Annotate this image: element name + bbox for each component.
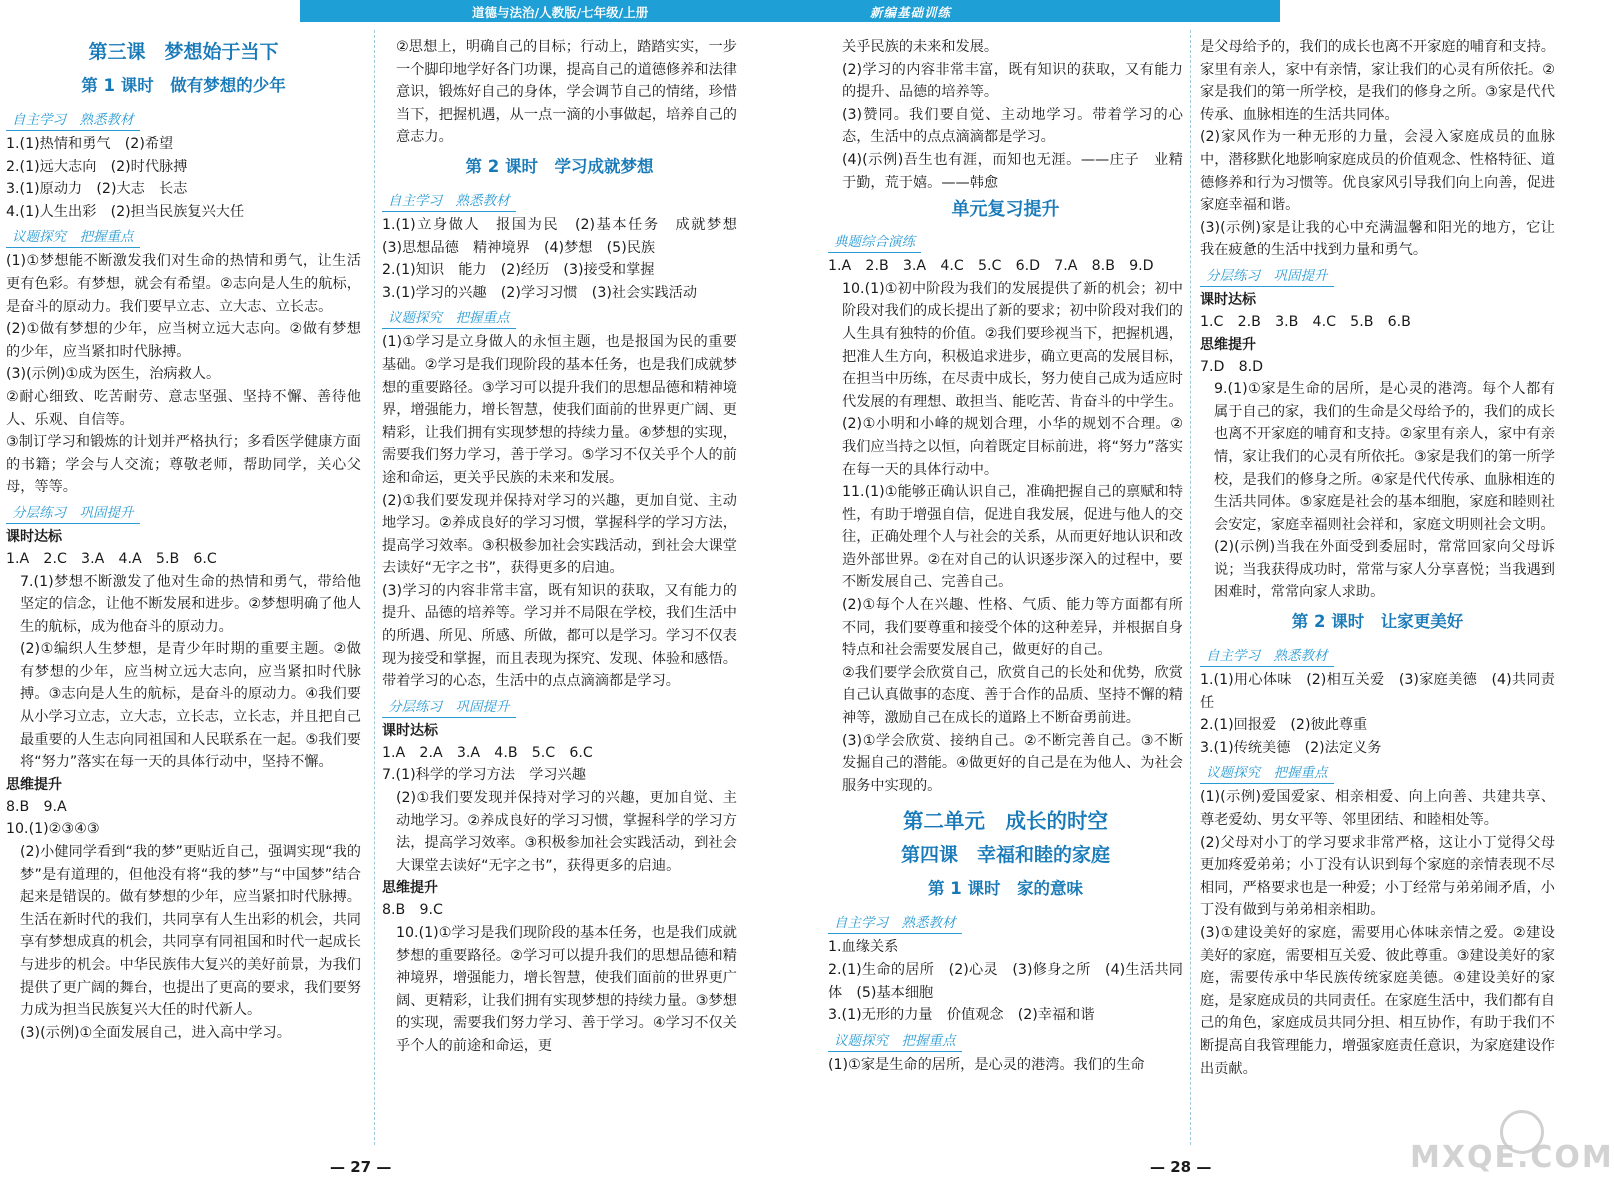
section-tag: 分层练习 巩固提升 [1200,266,1334,287]
answer-line: 1.(1)用心体味 (2)相互关爱 (3)家庭美德 (4)共同责任 [1200,672,1555,711]
page-number-left: — 27 — [330,1158,392,1176]
period-title: 第 2 课时 学习成就梦想 [465,156,654,176]
answer-line: 2.(1)远大志向 (2)时代脉搏 [6,158,188,175]
answer-line: 3.(1)原动力 (2)大志 长志 [6,181,188,198]
answer-paragraph: (2)学习的内容非常丰富，既有知识的获取，又有能力的提升、品德的培养等。 [842,61,1183,101]
subheading: 思维提升 [1200,336,1256,353]
answer-paragraph: (1)①学习是立身做人的永恒主题，也是报国为民的重要基础。②学习是我们现阶段的基本任务，也是我们成就梦想的重要路径。③学习可以提升我们的思想品德和精神境界，增强能力，增长智慧，使我们面前的世界更广阔、更精彩，让我们拥有实现梦想的持续力量。④梦想的实现，需要我们努力学习，善于学习。⑤学习不仅关乎个人的前途和命运，更关乎民族的未来和发展。 [382,334,737,486]
column-divider [1190,30,1191,1145]
column-3 [828,36,1183,1161]
answer-line: 1.C 2.B 3.B 4.C 5.B 6.B [1200,313,1411,330]
answer-paragraph: (2)(示例)当我在外面受到委屈时，常常回家向父母诉说；当我获得成功时，常常与家人分享喜悦；当我遇到困难时，常常向家人求助。 [1214,539,1555,601]
answer-line: 1.血缘关系 [828,939,899,956]
unit-title: 第二单元 成长的时空 [903,809,1108,834]
review-title: 单元复习提升 [951,199,1060,221]
answer-paragraph: 关乎民族的未来和发展。 [842,39,999,55]
header-bar-right [800,0,1280,22]
answer-line: 2.(1)回报爱 (2)彼此尊重 [1200,717,1368,734]
answer-line: 7.D 8.D [1200,358,1264,375]
answer-line: 1.A 2.C 3.A 4.A 5.B 6.C [6,550,217,567]
answer-line: 1.(1)热情和勇气 (2)希望 [6,136,174,152]
header-series: 新编基础训练 [870,5,952,20]
answer-paragraph: (1)(示例)爱国爱家、相亲相爱、向上向善、共建共享、尊老爱幼、男女平等、邻里团结、和睦相处等。 [1200,789,1555,829]
section-tag: 分层练习 巩固提升 [6,503,140,524]
section-tag: 议题探究 把握重点 [828,1031,962,1052]
subheading: 课时达标 [1200,291,1256,308]
answer-paragraph: (2)家风作为一种无形的力量，会浸入家庭成员的血脉中，潜移默化地影响家庭成员的价值观念、性格特征、道德修养和行为习惯等。优良家风引导我们向上向善，促进家庭幸福和谐。 [1200,129,1555,214]
section-tag: 自主学习 熟悉教材 [828,913,962,934]
answer-paragraph: 10.(1)①初中阶段为我们的发展提供了新的机会；初中阶段对我们的成长提出了新的要求；初中阶段对我们的人生具有独特的价值。②我们要珍视当下，把握机遇，把准人生方向，积极追求进步，确立更高的发展目标，在担当中历练，在尽责中成长，努力使自己成为适应时代发展的有理想、敢担当、能吃苦、肯奋斗的中学生。 [842,280,1183,410]
answer-paragraph: (3)(示例)①全面发展自己，进入高中学习。 [20,1024,291,1041]
answer-paragraph: (2)①编织人生梦想，是青少年时期的重要主题。②做有梦想的少年，应当树立远大志向，应当紧扣时代脉搏。③志向是人生的航标，是奋斗的原动力。④我们要从小学习立志，立大志，立长志，立长志，并且把自己最重要的人生志向同祖国和人民联系在一起。⑤我们要将“努力”落实在每一天的具体行动中，坚持不懈。 [20,641,361,771]
lesson-title: 第四课 幸福和睦的家庭 [900,844,1110,867]
answer-line: 3.(1)学习的兴趣 (2)学习习惯 (3)社会实践活动 [382,284,698,301]
section-tag: 议题探究 把握重点 [1200,763,1334,784]
column-divider [374,30,375,1145]
answer-paragraph: (2)①做有梦想的少年，应当树立远大志向。②做有梦想的少年，应当紧扣时代脉搏。 [6,321,361,360]
header-bar-left [300,0,800,22]
section-tag: 自主学习 熟悉教材 [1200,646,1334,667]
answer-line: 8.B 9.A [6,798,67,815]
answer-paragraph: (2)①我们要发现并保持对学习的兴趣，更加自觉、主动地学习。②养成良好的学习习惯，掌握科学的学习方法，提高学习效率。③积极参加社会实践活动，到社会大课堂去读好“无字之书”，获得更多的启迪。 [382,492,737,577]
subheading: 课时达标 [6,528,62,545]
section-tag: 议题探究 把握重点 [382,308,516,329]
section-tag: 议题探究 把握重点 [6,227,140,248]
period-title: 第 1 课时 家的意味 [928,879,1083,899]
answer-paragraph: (2)小健同学看到“我的梦”更贴近自己，强调实现“我的梦”是有道理的，但他没有将“我的梦”与“中国梦”结合起来是错误的。做有梦想的少年，应当紧扣时代脉搏。生活在新时代的我们，共同享有人生出彩的机会，共同享有梦想成真的机会，共同享有同祖国和时代一起成长与进步的机会。中华民族伟大复兴的美好前景，为我们提供了更广阔的舞台，也提出了更高的要求，我们要努力成为担当民族复兴大任的时代新人。 [20,844,361,1019]
answer-paragraph: (3)①学会欣赏、接纳自己。②不断完善自己。③不断发掘自己的潜能。④做更好的自己是在为他人、为社会服务中实现的。 [842,732,1183,794]
answer-paragraph: ②我们要学会欣赏自己，欣赏自己的长处和优势，欣赏自己认真做事的态度、善于合作的品质、坚持不懈的精神等，激励自己在成长的道路上不断奋勇前进。 [842,664,1183,727]
answer-line: 8.B 9.C [382,902,443,919]
answer-paragraph: (2)①每个人在兴趣、性格、气质、能力等方面都有所不同，我们要尊重和接受个体的这种差异，并根据自身特点和社会需要发展自己，做更好的自己。 [842,597,1183,659]
page-number-right: — 28 — [1150,1158,1212,1176]
column-2 [382,36,752,1161]
answer-paragraph: 10.(1)①学习是我们现阶段的基本任务，也是我们成就梦想的重要路径。②学习可以提升我们的思想品德和精神境界，增强能力，增长智慧，使我们面前的世界更广阔、更精彩，让我们拥有实现梦想的持续力量。③梦想的实现，需要我们努力学习、善于学习。④学习不仅关乎个人的前途和命运，更 [396,925,737,1054]
answer-paragraph: (3)赞同。我们要自觉、主动地学习。带着学习的心态，生活中的点点滴滴都是学习。 [842,106,1183,146]
lesson-title: 第三课 梦想始于当下 [88,41,279,63]
answer-paragraph: (3)学习的内容非常丰富，既有知识的获取，又有能力的提升、品德的培养等。学习并不局限在学校，我们生活中的所遇、所见、所感、所做，都可以是学习。学习不仅表现为接受和掌握，而且表现为探究、发现、体验和感悟。带着学习的心态，生活中的点点滴滴都是学习。 [382,582,737,690]
column-4 [1200,36,1555,1161]
subheading: 思维提升 [382,880,438,897]
subheading: 思维提升 [6,776,62,793]
answer-paragraph: ②思想上，明确自己的目标；行动上，踏踏实实，一步一个脚印地学好各门功课，提高自己的道德修养和法律意识，锻炼好自己的身体，学会调节自己的情绪，珍惜当下，把握机遇，从一点一滴的小事做起，培养自己的意志力。 [396,39,737,146]
answer-paragraph: (1)①梦想能不断激发我们对生命的热情和勇气，让生活更有色彩。有梦想，就会有希望。②志向是人生的航标，是奋斗的原动力。我们要早立志、立大志、立长志。 [6,253,361,315]
answer-paragraph: (2)①我们要发现并保持对学习的兴趣，更加自觉、主动地学习。②养成良好的学习习惯，掌握科学的学习方法，提高学习效率。③积极参加社会实践活动，到社会大课堂去读好“无字之书”，获得更多的启迪。 [396,790,737,874]
answer-paragraph: (4)(示例)吾生也有涯，而知也无涯。——庄子 业精于勤，荒于嬉。——韩愈 [842,151,1183,191]
subheading: 课时达标 [382,722,438,739]
section-tag: 分层练习 巩固提升 [382,697,516,718]
answer-paragraph: (1)①家是生命的居所，是心灵的港湾。我们的生命 [828,1056,1145,1073]
answer-line: 3.(1)传统美德 (2)法定义务 [1200,739,1382,756]
period-title: 第 1 课时 做有梦想的少年 [81,76,286,95]
answer-paragraph: (3)(示例)①成为医生，治病救人。 [6,366,221,383]
section-tag: 自主学习 熟悉教材 [382,191,516,212]
answer-line: 2.(1)生命的居所 (2)心灵 (3)修身之所 (4)生活共同体 (5)基本细胞 [828,962,1183,1001]
answer-paragraph: ②耐心细致、吃苦耐劳、意志坚强、坚持不懈、善待他人、乐观、自信等。 [6,388,361,428]
column-1 [6,36,361,1161]
section-tag: 自主学习 熟悉教材 [6,110,140,131]
answer-paragraph: (3)①建设美好的家庭，需要用心体味亲情之爱。②建设美好的家庭，需要相互关爱、彼此尊重。③建设美好的家庭，需要传承中华民族传统家庭美德。④建设美好的家庭，是家庭成员的共同责任。在家庭生活中，我们都有自己的角色，家庭成员共同分担、相互协作，有助于我们不断提高自我管理能力，增强家庭责任意识，为家庭建设作出贡献。 [1200,925,1555,1077]
answer-line: 3.(1)无形的力量 价值观念 (2)幸福和谐 [828,1007,1095,1024]
answer-paragraph: 7.(1)梦想不断激发了他对生命的热情和勇气，带给他坚定的信念，让他不断发展和进步。②梦想明确了他人生的航标，成为他奋斗的原动力。 [20,573,361,635]
answer-line: 4.(1)人生出彩 (2)担当民族复兴大任 [6,203,245,220]
answer-paragraph: 7.(1)科学的学习方法 学习兴趣 [382,767,586,784]
answer-paragraph: (2)①小明和小峰的规划合理，小华的规划不合理。②我们应当持之以恒，向着既定目标前进，将“努力”落实在每一天的具体行动中。 [842,416,1184,478]
answer-paragraph: (2)父母对小丁的学习要求非常严格，这让小丁觉得父母更加疼爱弟弟；小丁没有认识到每个家庭的亲情表现不尽相同，严格要求也是一种爱；小丁经常与弟弟闹矛盾，小丁没有做到与弟弟相亲相助。 [1200,834,1555,919]
answer-paragraph: (3)(示例)家是让我的心中充满温馨和阳光的地方，它让我在疲惫的生活中找到力量和勇气。 [1200,219,1555,259]
answer-paragraph: 是父母给予的，我们的成长也离不开家庭的哺育和支持。家里有亲人，家中有亲情，家让我们的心灵有所依托。②家是我们的第一所学校，是我们的修身之所。③家是代代传承、血脉相连的生活共同体。 [1200,39,1555,123]
watermark: MXQE.COM [1410,1140,1614,1175]
answer-paragraph: 9.(1)①家是生命的居所，是心灵的港湾。每个人都有属于自己的家，我们的生命是父母给予的，我们的成长也离不开家庭的哺育和支持。②家里有亲人，家中有亲情，家让我们的心灵有所依托。③家是我们的第一所学校，是我们的修身之所。④家是代代传承、血脉相连的生活共同体。⑤家庭是社会的基本细胞，家庭和睦则社会安定，家庭幸福则社会祥和，家庭文明则社会文明。 [1214,381,1555,533]
answer-paragraph: ③制订学习和锻炼的计划并严格执行；多看医学健康方面的书籍；学会与人交流；尊敬老师，帮助同学，关心父母，等等。 [6,434,361,496]
header-subject: 道德与法治/人教版/七年级/上册 [472,5,649,20]
answer-line: 1.(1)立身做人 报国为民 (2)基本任务 成就梦想 (3)思想品德 精神境界 (4)梦想 (5)民族 [382,216,752,256]
section-tag: 典题综合演练 [828,232,921,253]
answer-line: 2.(1)知识 能力 (2)经历 (3)接受和掌握 [382,262,655,279]
answer-paragraph: 11.(1)①能够正确认识自己，准确把握自己的禀赋和特性，有助于增强自信，促进自我发展，促进与他人的交往，正确处理个人与社会的关系，从而更好地认识和改造外部世界。②在对自己的认识逐步深入的过程中，要不断发展自己、完善自己。 [842,484,1183,591]
period-title: 第 2 课时 让家更美好 [1291,612,1464,632]
answer-line: 1.A 2.B 3.A 4.C 5.C 6.D 7.A 8.B 9.D [828,258,1154,275]
answer-paragraph: 10.(1)②③④③ [6,821,100,838]
answer-line: 1.A 2.A 3.A 4.B 5.C 6.C [382,744,593,761]
